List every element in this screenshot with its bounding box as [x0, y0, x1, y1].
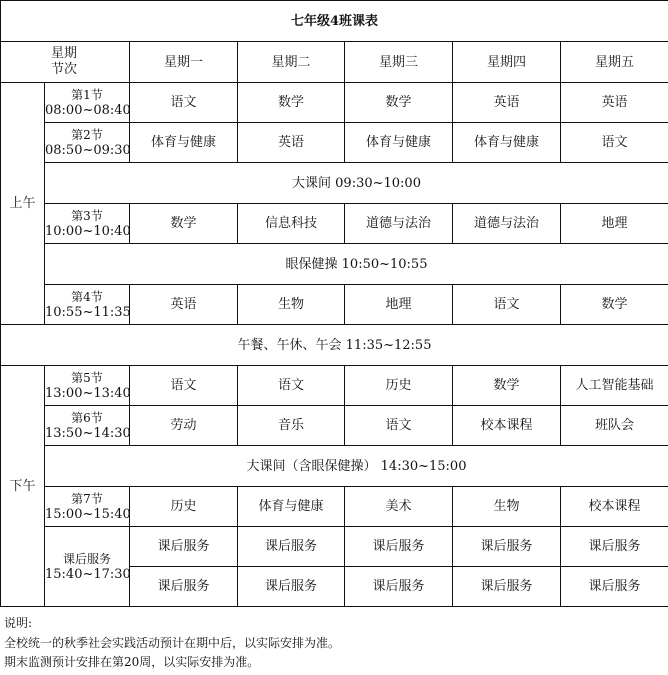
class-cell: 历史: [345, 366, 453, 406]
class-cell: 体育与健康: [130, 123, 238, 163]
class-cell: 体育与健康: [453, 123, 561, 163]
class-cell: 数学: [130, 204, 238, 244]
period-time: 10:55~11:35: [45, 304, 131, 320]
class-cell: 数学: [345, 83, 453, 123]
period-name: 第5节: [71, 370, 103, 385]
notes-line: 期末监测预计安排在第20周，以实际安排为准。: [4, 655, 260, 669]
period-row: [1, 285, 668, 325]
class-cell: 语文: [130, 366, 238, 406]
class-cell: 生物: [453, 487, 561, 527]
timetable-title: 七年级4班课表: [1, 1, 668, 42]
class-cell: 劳动: [130, 406, 238, 446]
period-name: 第4节: [71, 289, 103, 304]
service-cell: 课后服务: [130, 527, 238, 567]
afternoon-label: 下午: [1, 366, 45, 607]
period-name: 第7节: [71, 491, 103, 506]
class-cell: 语文: [561, 123, 668, 163]
class-cell: 历史: [130, 487, 238, 527]
period-row: [1, 83, 668, 123]
service-cell: 课后服务: [453, 567, 561, 607]
lunch-cell: 午餐、午休、午会 11:35~12:55: [1, 325, 668, 366]
period-cell: [45, 204, 130, 244]
class-cell: 英语: [453, 83, 561, 123]
class-cell: 语文: [453, 285, 561, 325]
after-school-name: 课后服务: [62, 551, 111, 566]
lunch-row: [1, 325, 668, 366]
period-time: 08:00~08:40: [45, 102, 131, 118]
period-time: 13:50~14:30: [45, 425, 131, 441]
class-cell: 班队会: [561, 406, 668, 446]
class-cell: 语文: [238, 366, 345, 406]
class-cell: 音乐: [238, 406, 345, 446]
period-cell: [45, 366, 130, 406]
corner-cell: [1, 42, 130, 83]
period-cell: [45, 406, 130, 446]
class-cell: 数学: [453, 366, 561, 406]
period-name: 第1节: [71, 87, 103, 102]
service-cell: 课后服务: [345, 567, 453, 607]
class-cell: 英语: [130, 285, 238, 325]
period-row: [1, 123, 668, 163]
break-row: [1, 163, 668, 204]
notes-heading: 说明:: [4, 616, 33, 630]
service-cell: 课后服务: [345, 527, 453, 567]
class-cell: 地理: [345, 285, 453, 325]
period-cell: [45, 83, 130, 123]
class-cell: 校本课程: [453, 406, 561, 446]
period-cell: [45, 487, 130, 527]
class-cell: 道德与法治: [345, 204, 453, 244]
corner-day-label: 星期: [51, 46, 78, 61]
class-cell: 语文: [130, 83, 238, 123]
class-cell: 校本课程: [561, 487, 668, 527]
period-row: [1, 406, 668, 446]
after-school-time: 15:40~17:30: [45, 566, 131, 582]
afternoon-break-cell: 大课间（含眼保健操） 14:30~15:00: [45, 446, 668, 487]
period-time: 08:50~09:30: [45, 142, 131, 158]
after-school-row: [1, 527, 668, 567]
morning-label: 上午: [1, 83, 45, 325]
service-cell: 课后服务: [453, 527, 561, 567]
period-time: 10:00~10:40: [45, 223, 131, 239]
notes: [4, 614, 340, 673]
period-cell: [45, 123, 130, 163]
break-row: [1, 244, 668, 285]
service-cell: 课后服务: [561, 527, 668, 567]
after-school-cell: [45, 527, 130, 607]
day-header: 星期一: [130, 42, 238, 83]
class-cell: 体育与健康: [345, 123, 453, 163]
class-cell: 英语: [561, 83, 668, 123]
class-cell: 道德与法治: [453, 204, 561, 244]
class-cell: 数学: [561, 285, 668, 325]
period-row: [1, 487, 668, 527]
period-row: [1, 204, 668, 244]
day-header: 星期四: [453, 42, 561, 83]
class-cell: 生物: [238, 285, 345, 325]
class-cell: 信息科技: [238, 204, 345, 244]
day-header: 星期二: [238, 42, 345, 83]
class-cell: 英语: [238, 123, 345, 163]
service-cell: 课后服务: [130, 567, 238, 607]
class-cell: 美术: [345, 487, 453, 527]
class-cell: 人工智能基础: [561, 366, 668, 406]
class-cell: 数学: [238, 83, 345, 123]
class-cell: 体育与健康: [238, 487, 345, 527]
service-cell: 课后服务: [238, 527, 345, 567]
period-name: 第6节: [71, 410, 103, 425]
day-header: 星期五: [561, 42, 668, 83]
service-cell: 课后服务: [238, 567, 345, 607]
period-cell: [45, 285, 130, 325]
period-name: 第3节: [71, 208, 103, 223]
period-time: 13:00~13:40: [45, 385, 131, 401]
period-time: 15:00~15:40: [45, 506, 131, 522]
day-header: 星期三: [345, 42, 453, 83]
class-cell: 语文: [345, 406, 453, 446]
corner-period-label: 节次: [51, 62, 78, 77]
service-cell: 课后服务: [561, 567, 668, 607]
header-row: [1, 42, 668, 83]
break-row: [1, 446, 668, 487]
period-row: [1, 366, 668, 406]
period-name: 第2节: [71, 127, 103, 142]
notes-line: 全校统一的秋季社会实践活动预计在期中后，以实际安排为准。: [4, 635, 341, 650]
big-break-cell: 大课间 09:30~10:00: [45, 163, 668, 204]
eye-exercise-cell: 眼保健操 10:50~10:55: [45, 244, 668, 285]
class-cell: 地理: [561, 204, 668, 244]
